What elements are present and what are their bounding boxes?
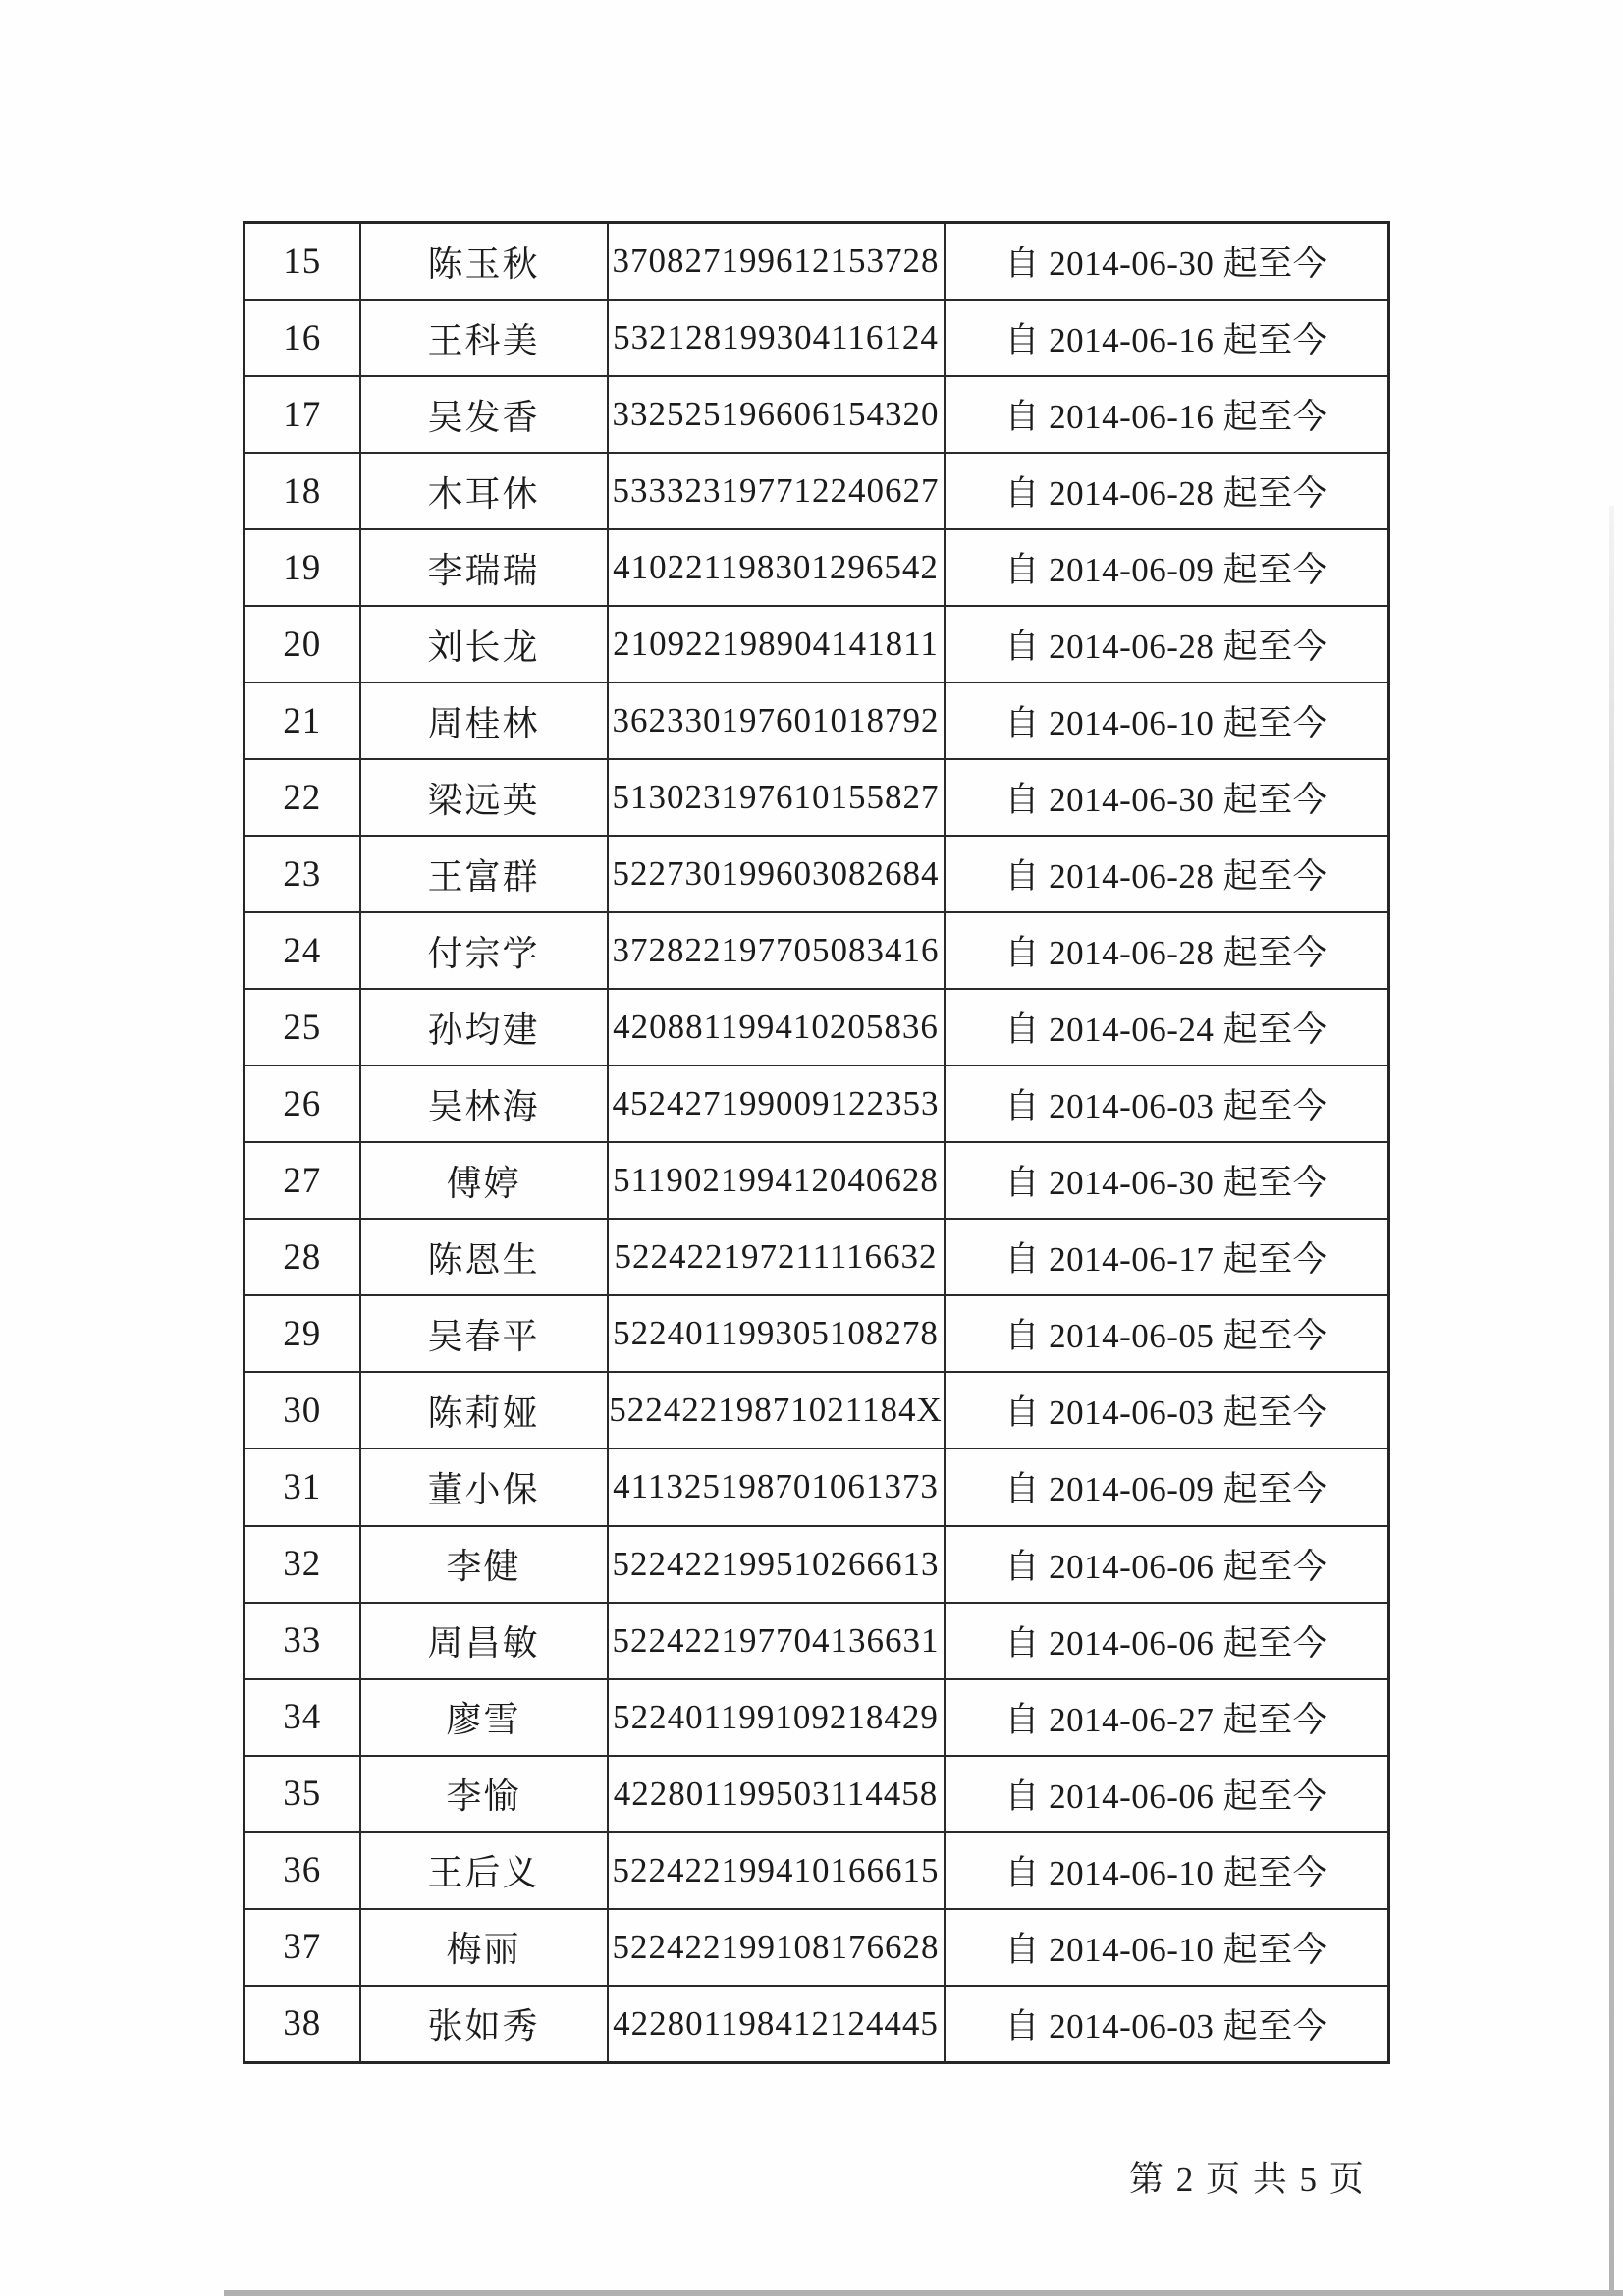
period-cell: 自 2014-06-30 起至今 — [945, 223, 1389, 301]
id-number-cell: 533323197712240627 — [608, 453, 945, 529]
id-number-cell: 52242219871021184X — [608, 1372, 945, 1449]
name-cell: 梁远英 — [360, 759, 608, 836]
name-cell: 木耳休 — [360, 453, 608, 529]
period-cell: 自 2014-06-30 起至今 — [945, 1142, 1389, 1219]
id-number-cell: 422801199503114458 — [608, 1756, 945, 1832]
id-number-cell: 532128199304116124 — [608, 300, 945, 376]
name-cell: 董小保 — [360, 1449, 608, 1525]
id-number-cell: 372822197705083416 — [608, 912, 945, 989]
name-cell: 李瑞瑞 — [360, 529, 608, 606]
period-cell: 自 2014-06-30 起至今 — [945, 759, 1389, 836]
id-number-cell: 522422199108176628 — [608, 1909, 945, 1986]
id-number-cell: 452427199009122353 — [608, 1066, 945, 1142]
row-number-cell: 23 — [244, 836, 360, 912]
name-cell: 孙均建 — [360, 989, 608, 1066]
table-row — [244, 1603, 1389, 1679]
id-number-cell: 511902199412040628 — [608, 1142, 945, 1219]
table-row — [244, 989, 1389, 1066]
table-row — [244, 912, 1389, 989]
name-cell: 廖雪 — [360, 1679, 608, 1756]
period-cell: 自 2014-06-03 起至今 — [945, 1986, 1389, 2063]
row-number-cell: 26 — [244, 1066, 360, 1142]
row-number-cell: 35 — [244, 1756, 360, 1832]
roster-table — [243, 221, 1390, 2064]
period-cell: 自 2014-06-03 起至今 — [945, 1066, 1389, 1142]
table-row — [244, 1526, 1389, 1603]
period-cell: 自 2014-06-28 起至今 — [945, 912, 1389, 989]
table-row — [244, 836, 1389, 912]
row-number-cell: 24 — [244, 912, 360, 989]
id-number-cell: 522401199305108278 — [608, 1295, 945, 1372]
row-number-cell: 33 — [244, 1603, 360, 1679]
period-cell: 自 2014-06-28 起至今 — [945, 453, 1389, 529]
row-number-cell: 27 — [244, 1142, 360, 1219]
name-cell: 傅婷 — [360, 1142, 608, 1219]
id-number-cell: 522422197704136631 — [608, 1603, 945, 1679]
period-cell: 自 2014-06-05 起至今 — [945, 1295, 1389, 1372]
period-cell: 自 2014-06-09 起至今 — [945, 529, 1389, 606]
name-cell: 周昌敏 — [360, 1603, 608, 1679]
id-number-cell: 422801198412124445 — [608, 1986, 945, 2063]
scan-edge-artifact-right — [1609, 506, 1614, 2296]
period-cell: 自 2014-06-28 起至今 — [945, 606, 1389, 683]
table-row — [244, 759, 1389, 836]
period-cell: 自 2014-06-24 起至今 — [945, 989, 1389, 1066]
row-number-cell: 21 — [244, 683, 360, 759]
name-cell: 王后义 — [360, 1832, 608, 1909]
row-number-cell: 17 — [244, 376, 360, 453]
scan-edge-artifact-bottom — [224, 2290, 1623, 2296]
period-cell: 自 2014-06-10 起至今 — [945, 1832, 1389, 1909]
name-cell: 吴林海 — [360, 1066, 608, 1142]
row-number-cell: 31 — [244, 1449, 360, 1525]
table-row — [244, 376, 1389, 453]
period-cell: 自 2014-06-09 起至今 — [945, 1449, 1389, 1525]
table-row — [244, 606, 1389, 683]
table-row — [244, 1372, 1389, 1449]
row-number-cell: 29 — [244, 1295, 360, 1372]
row-number-cell: 19 — [244, 529, 360, 606]
id-number-cell: 210922198904141811 — [608, 606, 945, 683]
id-number-cell: 410221198301296542 — [608, 529, 945, 606]
table-row — [244, 683, 1389, 759]
row-number-cell: 25 — [244, 989, 360, 1066]
period-cell: 自 2014-06-03 起至今 — [945, 1372, 1389, 1449]
table-row — [244, 223, 1389, 301]
table-row — [244, 1986, 1389, 2063]
id-number-cell: 362330197601018792 — [608, 683, 945, 759]
period-cell: 自 2014-06-06 起至今 — [945, 1603, 1389, 1679]
table-row — [244, 1756, 1389, 1832]
period-cell: 自 2014-06-17 起至今 — [945, 1219, 1389, 1295]
name-cell: 梅丽 — [360, 1909, 608, 1986]
name-cell: 王科美 — [360, 300, 608, 376]
id-number-cell: 420881199410205836 — [608, 989, 945, 1066]
table-row — [244, 300, 1389, 376]
row-number-cell: 37 — [244, 1909, 360, 1986]
name-cell: 张如秀 — [360, 1986, 608, 2063]
table-row — [244, 453, 1389, 529]
row-number-cell: 15 — [244, 223, 360, 301]
period-cell: 自 2014-06-27 起至今 — [945, 1679, 1389, 1756]
table-row — [244, 1909, 1389, 1986]
period-cell: 自 2014-06-06 起至今 — [945, 1756, 1389, 1832]
page-footer: 第 2 页 共 5 页 — [1129, 2160, 1366, 2199]
name-cell: 王富群 — [360, 836, 608, 912]
table-row — [244, 1832, 1389, 1909]
table-row — [244, 529, 1389, 606]
row-number-cell: 38 — [244, 1986, 360, 2063]
row-number-cell: 30 — [244, 1372, 360, 1449]
name-cell: 刘长龙 — [360, 606, 608, 683]
row-number-cell: 22 — [244, 759, 360, 836]
id-number-cell: 522422197211116632 — [608, 1219, 945, 1295]
row-number-cell: 34 — [244, 1679, 360, 1756]
table-row — [244, 1219, 1389, 1295]
period-cell: 自 2014-06-06 起至今 — [945, 1526, 1389, 1603]
row-number-cell: 32 — [244, 1526, 360, 1603]
table-row — [244, 1449, 1389, 1525]
row-number-cell: 16 — [244, 300, 360, 376]
id-number-cell: 522422199510266613 — [608, 1526, 945, 1603]
period-cell: 自 2014-06-10 起至今 — [945, 1909, 1389, 1986]
row-number-cell: 20 — [244, 606, 360, 683]
id-number-cell: 332525196606154320 — [608, 376, 945, 453]
name-cell: 陈玉秋 — [360, 223, 608, 301]
id-number-cell: 370827199612153728 — [608, 223, 945, 301]
table-row — [244, 1066, 1389, 1142]
id-number-cell: 522730199603082684 — [608, 836, 945, 912]
name-cell: 吴发香 — [360, 376, 608, 453]
id-number-cell: 513023197610155827 — [608, 759, 945, 836]
table-row — [244, 1679, 1389, 1756]
name-cell: 周桂林 — [360, 683, 608, 759]
row-number-cell: 28 — [244, 1219, 360, 1295]
roster-table-body — [244, 223, 1389, 2063]
name-cell: 李健 — [360, 1526, 608, 1603]
table-row — [244, 1142, 1389, 1219]
name-cell: 吴春平 — [360, 1295, 608, 1372]
id-number-cell: 522422199410166615 — [608, 1832, 945, 1909]
name-cell: 付宗学 — [360, 912, 608, 989]
row-number-cell: 36 — [244, 1832, 360, 1909]
period-cell: 自 2014-06-28 起至今 — [945, 836, 1389, 912]
period-cell: 自 2014-06-10 起至今 — [945, 683, 1389, 759]
id-number-cell: 522401199109218429 — [608, 1679, 945, 1756]
name-cell: 陈莉娅 — [360, 1372, 608, 1449]
table-row — [244, 1295, 1389, 1372]
period-cell: 自 2014-06-16 起至今 — [945, 300, 1389, 376]
period-cell: 自 2014-06-16 起至今 — [945, 376, 1389, 453]
row-number-cell: 18 — [244, 453, 360, 529]
name-cell: 李愉 — [360, 1756, 608, 1832]
id-number-cell: 411325198701061373 — [608, 1449, 945, 1525]
name-cell: 陈恩生 — [360, 1219, 608, 1295]
